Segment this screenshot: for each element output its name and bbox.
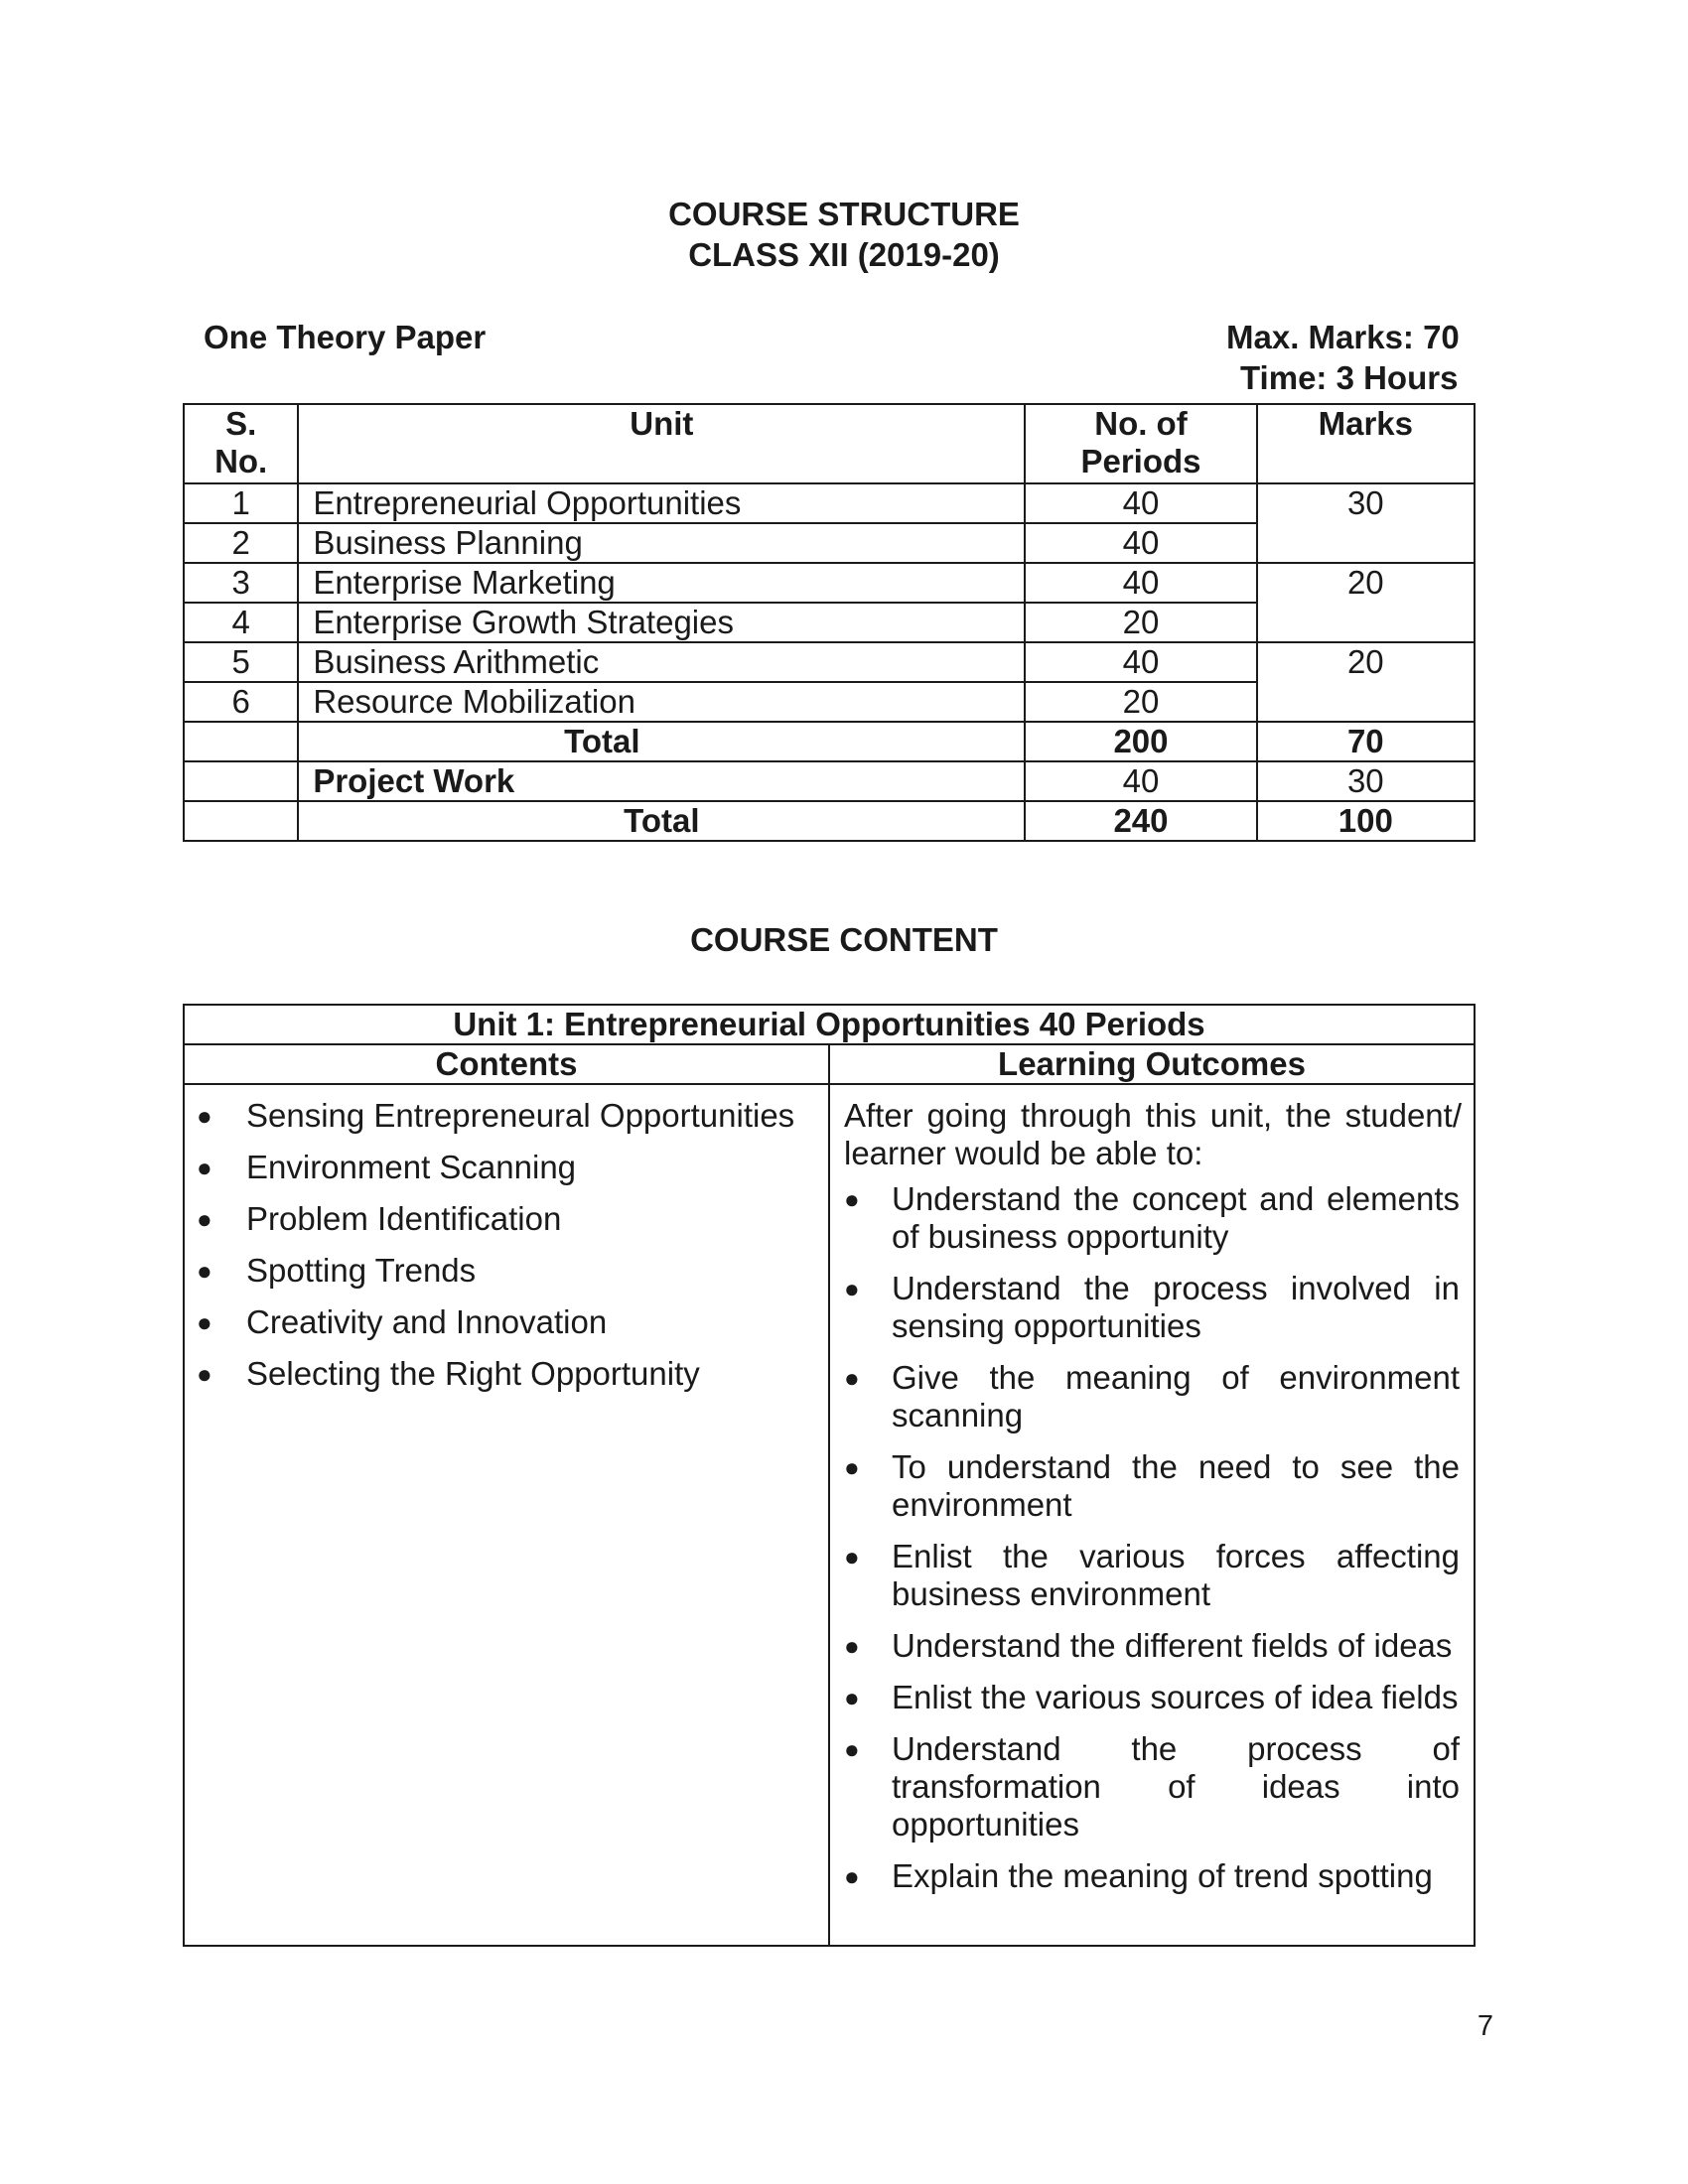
bullet-icon: ●	[843, 1683, 860, 1712]
project-marks: 30	[1257, 761, 1475, 801]
contents-list	[185, 1085, 828, 1393]
row-sno: 2	[184, 523, 298, 563]
bullet-icon: ●	[197, 1307, 212, 1337]
row-sno: 4	[184, 603, 298, 642]
grand-total-marks: 100	[1257, 801, 1475, 841]
subtotal-marks: 70	[1257, 722, 1475, 761]
bullet-icon: ●	[197, 1204, 212, 1234]
list-item: ● Understand the concept and elements of business opportunity	[843, 1180, 1460, 1255]
marks-group: 20	[1257, 642, 1475, 722]
header-sno	[184, 404, 298, 483]
course-structure-title: COURSE STRUCTURE	[668, 196, 1020, 232]
row-sno: 3	[184, 563, 298, 603]
table-row	[184, 563, 1475, 603]
list-item: ● Understand the different fields of ideas	[843, 1627, 1453, 1664]
row-sno: 5	[184, 642, 298, 682]
bullet-icon: ●	[843, 1363, 860, 1393]
subtotal-sno-empty	[184, 722, 298, 761]
bullet-icon: ●	[843, 1734, 860, 1764]
bullet-icon: ●	[843, 1184, 860, 1214]
list-item: ● Creativity and Innovation	[197, 1303, 608, 1340]
list-item: ● Enlist the various forces affecting business environment	[843, 1538, 1460, 1612]
row-periods: 20	[1025, 603, 1256, 642]
list-item: ● Enlist the various sources of idea fields	[843, 1679, 1459, 1715]
column-header-row	[184, 1044, 1475, 1084]
bullet-icon: ●	[197, 1153, 212, 1182]
row-unit: Enterprise Growth Strategies	[298, 603, 1025, 642]
bullet-icon: ●	[843, 1452, 860, 1482]
subtotal-periods: 200	[1025, 722, 1256, 761]
course-content-heading: COURSE CONTENT	[690, 921, 998, 958]
header-sno-line2: No.	[214, 443, 268, 479]
list-item: ● Problem Identification	[197, 1200, 562, 1237]
bullet-icon: ●	[843, 1631, 860, 1661]
grand-total-label: Total	[298, 801, 1025, 841]
table-row	[184, 483, 1475, 523]
grand-total-sno-empty	[184, 801, 298, 841]
grand-total-periods: 240	[1025, 801, 1256, 841]
course-structure-table	[183, 403, 1476, 842]
list-item: ● Understand the process of transformation of ideas into opportunities	[843, 1730, 1460, 1843]
row-sno: 1	[184, 483, 298, 523]
bullet-icon: ●	[197, 1359, 212, 1389]
list-item: ● To understand the need to see the environment	[843, 1448, 1460, 1523]
row-periods: 40	[1025, 483, 1256, 523]
list-item: ● Explain the meaning of trend spotting	[843, 1857, 1433, 1894]
project-sno-empty	[184, 761, 298, 801]
list-item: ● Sensing Entrepreneural Opportunities	[197, 1097, 795, 1134]
bullet-icon: ●	[197, 1256, 212, 1286]
row-unit: Business Arithmetic	[298, 642, 1025, 682]
paper-label: One Theory Paper	[204, 319, 487, 355]
class-title: CLASS XII (2019-20)	[688, 236, 1000, 273]
row-unit: Entrepreneurial Opportunities	[298, 483, 1025, 523]
course-content-table	[183, 1004, 1476, 1947]
grand-total-row	[184, 801, 1475, 841]
header-periods-line1: No. of	[1094, 405, 1188, 442]
table-header-row	[184, 404, 1475, 483]
marks-group: 30	[1257, 483, 1475, 563]
row-periods: 40	[1025, 642, 1256, 682]
row-unit: Enterprise Marketing	[298, 563, 1025, 603]
list-item: ● Environment Scanning	[197, 1149, 577, 1185]
row-periods: 40	[1025, 563, 1256, 603]
list-item: ● Spotting Trends	[197, 1252, 477, 1289]
header-periods-line2: Periods	[1080, 443, 1201, 479]
bullet-icon: ●	[843, 1542, 860, 1571]
contents-header: Contents	[184, 1044, 829, 1084]
row-unit: Business Planning	[298, 523, 1025, 563]
project-row	[184, 761, 1475, 801]
outcomes-cell	[829, 1084, 1475, 1946]
bullet-icon: ●	[843, 1861, 860, 1891]
row-unit: Resource Mobilization	[298, 682, 1025, 722]
list-item: ● Understand the process involved in sensing opportunities	[843, 1270, 1460, 1344]
outcomes-list	[830, 1172, 1474, 1895]
bullet-icon: ●	[843, 1274, 860, 1303]
unit-title: Unit 1: Entrepreneurial Opportunities 40 Periods	[184, 1005, 1475, 1044]
outcomes-intro: After going through this unit, the student/ learner would be able to:	[843, 1097, 1462, 1171]
page-number: 7	[1477, 2010, 1493, 2042]
row-sno: 6	[184, 682, 298, 722]
project-periods: 40	[1025, 761, 1256, 801]
content-body-row	[184, 1084, 1475, 1946]
outcomes-header: Learning Outcomes	[829, 1044, 1475, 1084]
header-unit: Unit	[298, 404, 1025, 483]
header-marks: Marks	[1257, 404, 1475, 483]
subtotal-row	[184, 722, 1475, 761]
time-duration: Time: 3 Hours	[1240, 359, 1459, 396]
contents-cell	[184, 1084, 829, 1946]
list-item: ● Selecting the Right Opportunity	[197, 1355, 700, 1392]
max-marks: Max. Marks: 70	[1226, 319, 1460, 355]
bullet-icon: ●	[197, 1101, 212, 1131]
row-periods: 40	[1025, 523, 1256, 563]
project-label: Project Work	[298, 761, 1025, 801]
subtotal-label: Total	[298, 722, 1025, 761]
header-sno-line1: S.	[225, 405, 257, 442]
table-row	[184, 642, 1475, 682]
list-item: ● Give the meaning of environment scanning	[843, 1359, 1460, 1433]
unit-title-row	[184, 1005, 1475, 1044]
row-periods: 20	[1025, 682, 1256, 722]
marks-group: 20	[1257, 563, 1475, 642]
header-periods	[1025, 404, 1256, 483]
